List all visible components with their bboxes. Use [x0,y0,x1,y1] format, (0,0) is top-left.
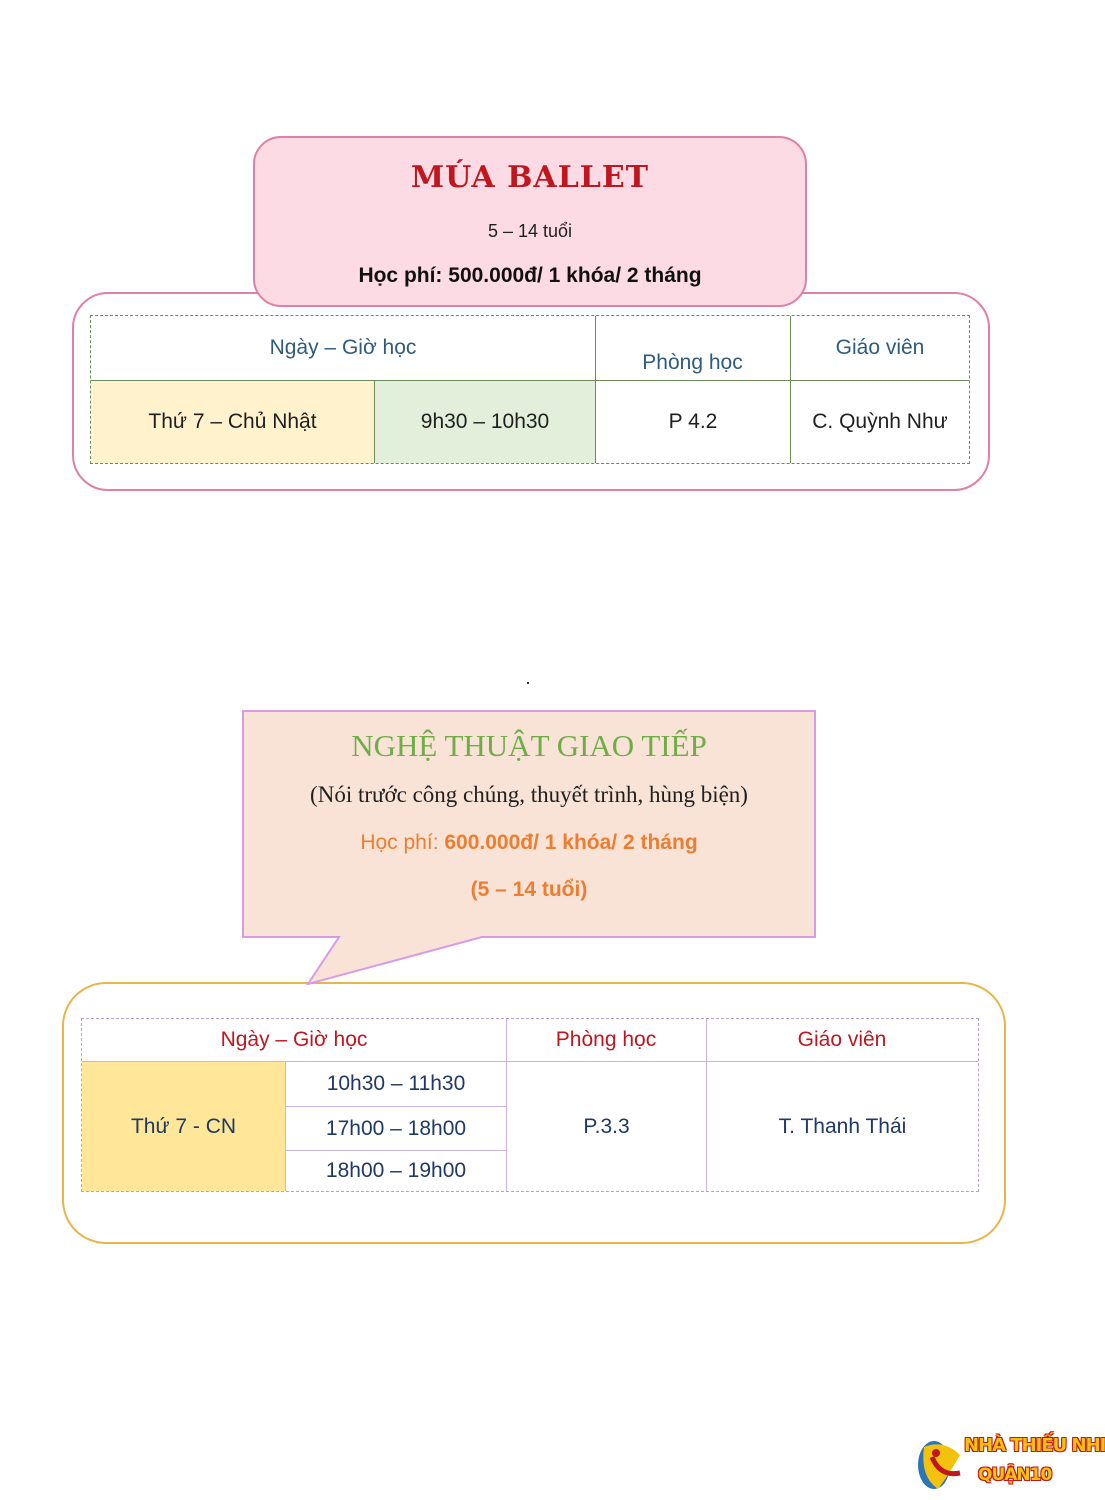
communication-schedule-table [81,1018,979,1192]
logo-emblem-icon [910,1433,970,1497]
communication-fee [242,831,816,855]
ballet-header-card [253,136,807,307]
logo-text-line1: NHÀ THIẾU NHI [964,1435,1105,1456]
ballet-room-cell: P 4.2 [668,410,718,433]
ballet-title: MÚA BALLET [410,160,650,195]
communication-speech-bubble [242,710,818,990]
ballet-header-schedule: Ngày – Giờ học [269,336,417,359]
communication-fee-value: 600.000đ/ 1 khóa/ 2 tháng [444,831,698,854]
comm-time-cell: 10h30 – 11h30 [326,1072,466,1095]
stray-dot [527,682,529,684]
comm-header-room: Phòng học [555,1028,657,1051]
communication-subtitle: (Nói trước công chúng, thuyết trình, hùng biện) [310,782,748,807]
communication-title: NGHỆ THUẬT GIAO TIẾP [351,728,707,763]
comm-room-cell: P.3.3 [583,1114,630,1138]
ballet-header-teacher: Giáo viên [835,336,925,359]
comm-time-cell: 18h00 – 19h00 [325,1159,467,1182]
communication-fee-label: Học phí: [360,831,445,854]
comm-time-cell: 17h00 – 18h00 [325,1116,467,1140]
nha-thieu-nhi-logo [910,1433,1105,1497]
ballet-time-cell: 9h30 – 10h30 [375,381,595,463]
ballet-teacher-cell: C. Quỳnh Như [812,410,948,433]
ballet-age-range: 5 – 14 tuổi [487,221,573,241]
ballet-schedule-table [90,315,970,464]
comm-teacher-cell: T. Thanh Thái [778,1114,907,1138]
comm-header-schedule: Ngày – Giờ học [220,1028,368,1051]
comm-days-cell: Thứ 7 - CN [82,1062,285,1191]
ballet-days-cell: Thứ 7 – Chủ Nhật [91,381,375,463]
ballet-header-room: Phòng học [642,351,743,374]
communication-age-range: (5 – 14 tuổi) [470,878,588,901]
ballet-fee: Học phí: 500.000đ/ 1 khóa/ 2 tháng [358,264,702,287]
logo-text-line2: QUẬN10 [978,1465,1052,1485]
comm-header-teacher: Giáo viên [797,1028,887,1051]
